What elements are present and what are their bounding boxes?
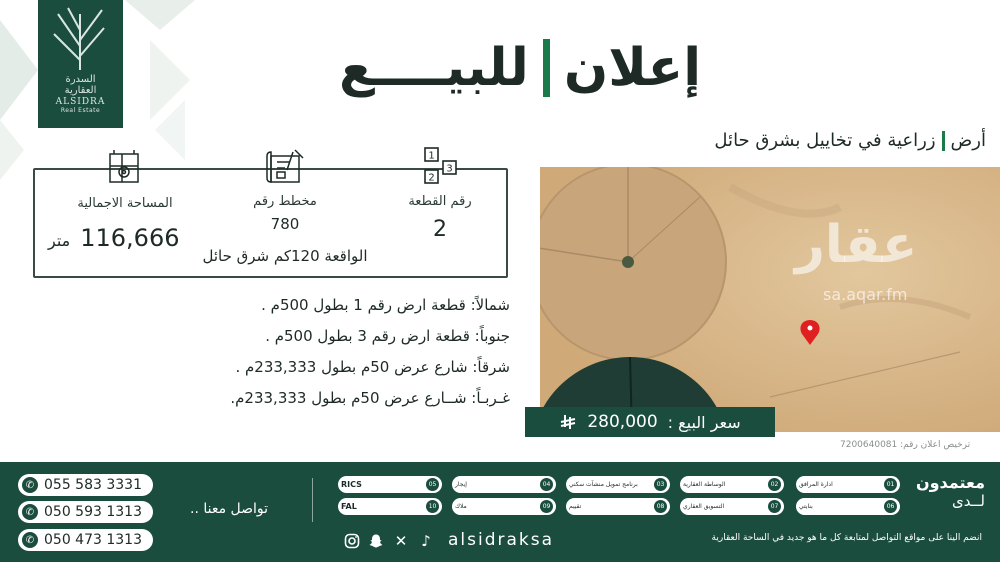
logo-english: ALSIDRA bbox=[55, 97, 106, 107]
area-value-group bbox=[48, 224, 179, 252]
watermark-arabic: عقار bbox=[795, 215, 918, 275]
badge-05: 05 RICS bbox=[338, 476, 442, 493]
company-logo bbox=[38, 0, 123, 128]
logo-arabic-line2: العقارية bbox=[64, 85, 97, 96]
area-label: المساحة الاجمالية bbox=[77, 196, 173, 211]
whatsapp-icon: ✆ bbox=[22, 477, 38, 493]
tree-logo-icon bbox=[38, 0, 123, 72]
whatsapp-icon: ✆ bbox=[22, 504, 38, 520]
badge-07: 07 التسويق العقاري bbox=[680, 498, 784, 515]
satellite-view bbox=[540, 167, 1000, 432]
social-handle: alsidraksa bbox=[448, 530, 555, 550]
logo-english-sub: Real Estate bbox=[60, 107, 101, 114]
footer-divider bbox=[312, 478, 313, 522]
x-twitter-icon[interactable]: ✕ bbox=[394, 532, 408, 550]
boundary-west: غـربـاً: شــارع عرض 50م بطول 233,333م. bbox=[230, 389, 510, 407]
aerial-satellite-image bbox=[540, 167, 1000, 432]
accredited-line1: معتمدون bbox=[915, 473, 985, 492]
price-banner bbox=[525, 407, 775, 437]
badge-02: 02 الوساطة العقارية bbox=[680, 476, 784, 493]
map-pin-icon bbox=[108, 148, 142, 192]
accredited-line2: لــدى bbox=[952, 492, 985, 510]
logo-arabic-line1: السدرة bbox=[65, 74, 96, 85]
phone-number-1: 055 583 3331 bbox=[44, 477, 142, 493]
title-divider bbox=[543, 39, 550, 97]
phone-pill-1[interactable] bbox=[18, 474, 153, 496]
accredited-by bbox=[905, 473, 985, 510]
plan-number-label: مخطط رقم bbox=[253, 194, 317, 209]
title-word-right: إعلان bbox=[563, 38, 702, 98]
watermark-url: sa.aqar.fm bbox=[823, 285, 908, 304]
price-value: 280,000 bbox=[587, 412, 658, 432]
badge-10: 10 FAL bbox=[338, 498, 442, 515]
subtitle-type: أرض bbox=[950, 130, 986, 151]
property-subtitle bbox=[714, 130, 986, 151]
badge-03: 03 برنامج تمويل منشآت سكني bbox=[566, 476, 670, 493]
phone-pill-2[interactable] bbox=[18, 501, 153, 523]
badge-09: 09 ملاك bbox=[452, 498, 556, 515]
snapchat-icon[interactable] bbox=[367, 532, 385, 550]
badge-08: 08 تقييم bbox=[566, 498, 670, 515]
block-digit-2: 2 bbox=[428, 172, 435, 184]
plan-number-value: 780 bbox=[270, 215, 300, 233]
boundaries-list bbox=[180, 290, 510, 414]
phone-number-2: 050 593 1313 bbox=[44, 504, 142, 520]
price-label: سعر البيع : bbox=[667, 412, 741, 432]
numbered-blocks-icon bbox=[417, 146, 463, 188]
plot-number-column bbox=[385, 146, 495, 242]
boundary-north: شمالاً: قطعة ارض رقم 1 بطول 500م . bbox=[261, 296, 510, 314]
title-word-left: للبيــــع bbox=[338, 38, 529, 98]
area-unit: متر bbox=[48, 231, 71, 250]
decor-triangle bbox=[0, 120, 24, 180]
phone-number-3: 050 473 1313 bbox=[44, 532, 142, 548]
subtitle-divider bbox=[942, 131, 945, 151]
tiktok-icon[interactable]: ♪ bbox=[421, 532, 431, 550]
phone-pill-3[interactable] bbox=[18, 529, 153, 551]
decor-triangle bbox=[125, 0, 195, 30]
decor-triangle bbox=[0, 20, 38, 120]
plan-location-text: الواقعة 120كم شرق حائل bbox=[202, 247, 368, 265]
page-title bbox=[260, 28, 780, 108]
social-caption: انضم الينا على مواقع التواصل لمتابعة كل ما هو جديد في الساحة العقارية bbox=[711, 533, 982, 543]
badge-06: 06 بنايتي bbox=[796, 498, 900, 515]
subtitle-description: زراعية في تخاييل بشرق حائل bbox=[714, 130, 936, 151]
boundary-east: شرقاً: شارع عرض 50م بطول 233,333م . bbox=[235, 358, 510, 376]
block-digit-1: 1 bbox=[428, 150, 435, 162]
area-column bbox=[60, 148, 190, 211]
ad-license-number: ترخيص اعلان رقم: 7200640081 bbox=[840, 440, 971, 450]
area-value: 116,666 bbox=[80, 224, 180, 252]
phone-icon: ✆ bbox=[22, 532, 38, 548]
riyal-symbol-icon bbox=[559, 413, 577, 431]
plan-number-column bbox=[230, 148, 340, 233]
contact-us-label: تواصل معنا .. bbox=[190, 501, 269, 517]
blueprint-icon bbox=[263, 148, 307, 188]
badge-01: 01 ادارة المرافق bbox=[796, 476, 900, 493]
plot-number-value: 2 bbox=[433, 217, 447, 242]
block-digit-3: 3 bbox=[446, 163, 453, 175]
instagram-icon[interactable] bbox=[343, 532, 361, 550]
boundary-south: جنوباً: قطعة ارض رقم 3 بطول 500م . bbox=[265, 327, 510, 345]
badge-04: 04 إيجار bbox=[452, 476, 556, 493]
plot-number-label: رقم القطعة bbox=[408, 194, 472, 209]
